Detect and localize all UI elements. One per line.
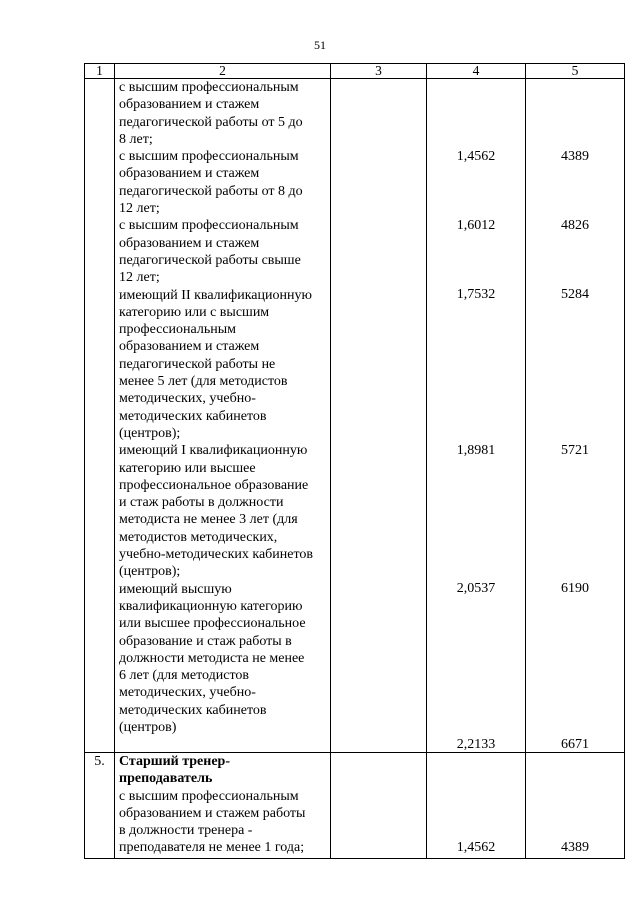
position-title-line: Старший тренер- — [119, 754, 230, 769]
description-line: категорию или высшее — [119, 460, 256, 476]
description-line: образованием и стажем — [119, 97, 260, 113]
description-line: (центров) — [119, 719, 177, 735]
salary-column — [526, 79, 625, 753]
description-line: учебно-методических кабинетов — [119, 547, 314, 563]
description-line: образованием и стажем — [119, 235, 260, 251]
coefficient-column — [427, 79, 526, 753]
description-line: методических, учебно- — [119, 685, 256, 701]
row-number — [85, 79, 115, 753]
description-line: образование и стаж работы в — [119, 633, 292, 649]
salary-column — [526, 753, 625, 859]
table-header-row — [85, 64, 625, 79]
description-line: категорию или с высшим — [119, 304, 270, 320]
coefficient-value: 2,2133 — [456, 737, 496, 752]
table-row-5 — [85, 753, 625, 859]
description-line: имеющий высшую — [119, 581, 232, 597]
row-number: 5. — [85, 753, 115, 859]
description-line: квалификационную категорию — [119, 598, 303, 614]
description-line: (центров); — [119, 564, 181, 580]
salary-table — [84, 63, 625, 859]
salary-value: 4389 — [561, 149, 589, 164]
description-line: методических кабинетов — [119, 408, 267, 424]
salary-value: 5721 — [561, 443, 589, 458]
description-line: методистов методических, — [119, 529, 278, 545]
header-col-3: 3 — [331, 64, 427, 79]
description-line: (центров); — [119, 425, 181, 441]
salary-value: 4826 — [561, 218, 589, 233]
coefficient-value: 1,8981 — [456, 443, 496, 458]
description-line: имеющий II квалификационную — [119, 287, 312, 303]
position-description — [115, 79, 331, 753]
description-line: образованием и стажем — [119, 166, 260, 182]
description-line: 8 лет; — [119, 131, 153, 147]
description-line: 6 лет (для методистов — [119, 668, 250, 684]
header-col-2: 2 — [115, 64, 331, 79]
description-line: методиста не менее 3 лет (для — [119, 512, 298, 528]
description-line: в должности тренера - — [119, 823, 253, 839]
description-line: имеющий I квалификационную — [119, 443, 308, 459]
coefficient-value: 1,4562 — [456, 840, 496, 855]
coefficient-value: 1,6012 — [456, 218, 496, 233]
salary-value: 6190 — [561, 581, 589, 596]
description-line: образованием и стажем работы — [119, 805, 306, 821]
salary-value: 4389 — [561, 840, 589, 855]
description-line: с высшим профессиональным — [119, 218, 299, 234]
description-line: 12 лет; — [119, 201, 160, 217]
description-line: 12 лет; — [119, 270, 160, 286]
description-line: или высшее профессиональное — [119, 616, 306, 632]
description-line: с высшим профессиональным — [119, 80, 299, 95]
header-col-1: 1 — [85, 64, 115, 79]
coefficient-value: 1,7532 — [456, 287, 496, 302]
description-line: образованием и стажем — [119, 339, 260, 355]
col-3-cell — [331, 79, 427, 753]
header-col-4: 4 — [427, 64, 526, 79]
description-line: методических, учебно- — [119, 391, 256, 407]
description-line: методических кабинетов — [119, 702, 267, 718]
page-number: 51 — [314, 38, 326, 52]
coefficient-column — [427, 753, 526, 859]
description-line: педагогической работы не — [119, 356, 276, 372]
description-line: и стаж работы в должности — [119, 495, 284, 511]
description-line: менее 5 лет (для методистов — [119, 374, 288, 390]
description-line: профессиональным — [119, 322, 237, 338]
description-line: должности методиста не менее — [119, 650, 305, 666]
description-line: педагогической работы от 5 до — [119, 114, 303, 130]
position-title-line: преподаватель — [119, 771, 213, 787]
description-line: педагогической работы свыше — [119, 252, 301, 268]
header-col-5: 5 — [526, 64, 625, 79]
description-line: с высшим профессиональным — [119, 788, 299, 804]
coefficient-value: 1,4562 — [456, 149, 496, 164]
coefficient-value: 2,0537 — [456, 581, 496, 596]
description-line: педагогической работы от 8 до — [119, 183, 303, 199]
position-description — [115, 753, 331, 859]
salary-value: 5284 — [561, 287, 589, 302]
table-row-continuation — [85, 79, 625, 753]
col-3-cell — [331, 753, 427, 859]
description-line: преподавателя не менее 1 года; — [119, 840, 305, 856]
description-line: с высшим профессиональным — [119, 149, 299, 165]
description-line: профессиональное образование — [119, 477, 309, 493]
salary-value: 6671 — [561, 737, 589, 752]
